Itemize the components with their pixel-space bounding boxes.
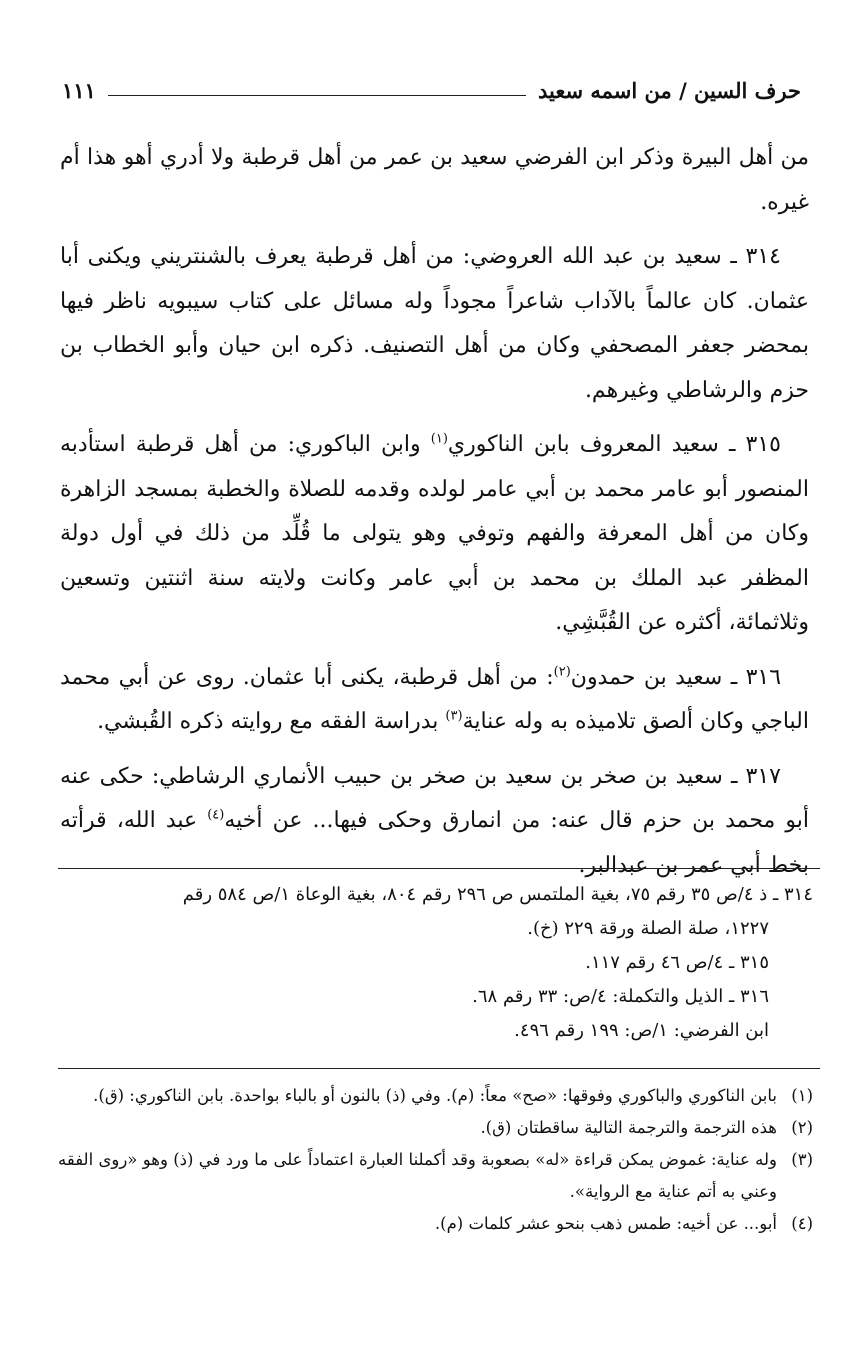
footnote-text: بابن الناكوري والباكوري وفوقها: «صح» معاً: (م). وفي (ذ) بالنون أو بالباء بواحدة. بابن الناكوري: (ق).: [93, 1086, 777, 1105]
main-text: [60, 136, 809, 888]
entry-316: [60, 656, 809, 745]
footnote-number: (٣): [791, 1150, 813, 1169]
entry-316-part-c: بدراسة الفقه مع روايته ذكره القُبشي.: [97, 709, 446, 734]
source-line: ٣١٦ ـ الذيل والتكملة: ٤/ص: ٣٣ رقم ٦٨.: [472, 986, 769, 1007]
source-line: ٣١٥ ـ ٤/ص ٤٦ رقم ١١٧.: [585, 952, 769, 973]
source-line: ٣١٤ ـ ذ ٤/ص ٣٥ رقم ٧٥، بغية الملتمس ص ٢٩٦ رقم ٨٠٤، بغية الوعاة ١/ص ٥٨٤ رقم: [182, 884, 813, 905]
sources-block: [58, 878, 813, 1048]
source-line: ابن الفرضي: ١/ص: ١٩٩ رقم ٤٩٦.: [514, 1020, 769, 1041]
entry-317-part-b: عبد الله، قرأته بخط أبي عمر بن عبدالبر.: [60, 808, 809, 878]
footnote-text: هذه الترجمة والترجمة التالية ساقطتان (ق).: [480, 1118, 777, 1137]
page-number: ١١١: [62, 77, 96, 103]
footnote-ref-4[interactable]: (٤): [207, 807, 225, 823]
sources-divider: [58, 868, 820, 869]
footnote-number: (٤): [791, 1214, 813, 1233]
footnote-text: وله عناية: غموض يمكن قراءة «له» بصعوبة وقد أكملنا العبارة اعتماداً على ما ورد في (ذ) وهو «روى الفقه وعني به أتم عناية مع الرواية».: [58, 1150, 777, 1201]
entry-315: [60, 423, 809, 646]
source-line: ١٢٢٧، صلة الصلة ورقة ٢٢٩ (خ).: [527, 918, 769, 939]
entry-317-part-a: ٣١٧ ـ سعيد بن صخر بن سعيد بن صخر بن حبيب الأنماري الرشاطي: حكى عنه أبو محمد بن حزم قال عنه: من انمارق وحكى فيها... عن أخيه: [60, 763, 809, 833]
footnote-text: أبو... عن أخيه: طمس ذهب بنحو عشر كلمات (م).: [434, 1214, 777, 1233]
footnotes-divider: [58, 1068, 820, 1069]
footnote-item: [58, 1208, 813, 1240]
header-rule: [108, 95, 526, 96]
entry-315-part-a: ٣١٥ ـ سعيد المعروف بابن الناكوري: [447, 432, 781, 457]
footnote-ref-2[interactable]: (٢): [553, 664, 571, 680]
footnote-item: [58, 1112, 813, 1144]
running-title: حرف السين / من اسمه سعيد: [537, 77, 801, 103]
entry-316-part-b: : من أهل قرطبة، يكنى أبا عثمان. روى عن أبي محمد الباجي وكان ألصق تلاميذه به وله عناية: [60, 664, 809, 734]
footnotes-block: [58, 1080, 813, 1240]
page-header: [62, 70, 801, 110]
entry-315-part-b: وابن الباكوري: من أهل قرطبة استأدبه المنصور أبو عامر محمد بن أبي عامر لولده وقدمه للصلاة والخطبة بمسجد الزاهرة وكان من أهل المعرفة والفهم وتوفي وهو يتولى ما قُلِّد من ذلك في أول دولة المظفر عبد الملك بن محمد بن أبي عامر وكانت ولايته سنة اثنتين وتسعين وثلاثمائة، أكثره عن القُبَّشِي.: [60, 432, 809, 635]
footnote-number: (١): [791, 1086, 813, 1105]
footnote-ref-3[interactable]: (٣): [445, 708, 463, 724]
footnote-item: [58, 1080, 813, 1112]
entry-316-part-a: ٣١٦ ـ سعيد بن حمدون: [570, 664, 782, 690]
footnote-ref-1[interactable]: (١): [430, 431, 448, 447]
footnote-number: (٢): [791, 1118, 813, 1137]
footnote-item: [58, 1144, 813, 1208]
paragraph-continuation: من أهل البيرة وذكر ابن الفرضي سعيد بن عمر من أهل قرطبة ولا أدري أهو هذا أم غيره.: [60, 145, 809, 215]
entry-314: ٣١٤ ـ سعيد بن عبد الله العروضي: من أهل قرطبة يعرف بالشنتريني ويكنى أبا عثمان. كان عالماً بالآداب شاعراً مجوداً وله مسائل على كتاب سيبويه ناظر فيها بمحضر جعفر المصحفي وكان من أهل التصنيف. ذكره ابن حيان وأبو الخطاب بن حزم والرشاطي وغيرهم.: [60, 244, 809, 403]
